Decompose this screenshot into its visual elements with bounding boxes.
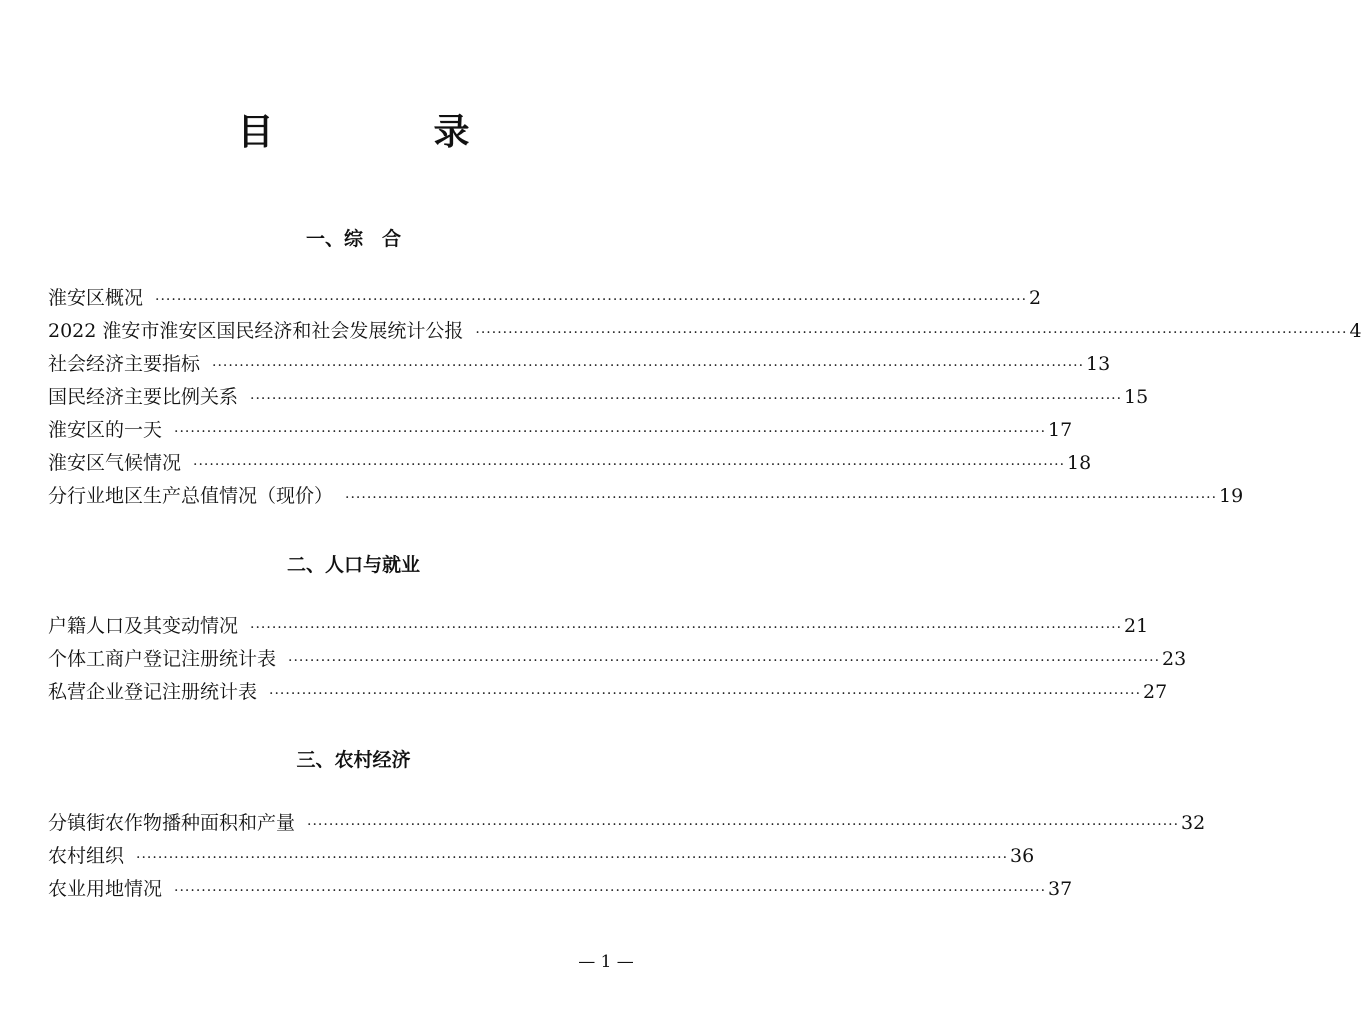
toc-entry-page: 19 xyxy=(1219,485,1244,507)
toc-entry-title: 分行业地区生产总值情况（现价） xyxy=(48,485,334,507)
toc-entry-title: 淮安区的一天 xyxy=(48,419,163,441)
page-number: — 1 — xyxy=(578,952,634,972)
toc-entry-page: 27 xyxy=(1143,681,1168,703)
toc-entry-page: 18 xyxy=(1067,452,1092,474)
toc-entry-page: 15 xyxy=(1124,386,1149,408)
toc-entry-page: 13 xyxy=(1086,353,1111,375)
dot-leader: ································································································································································ xyxy=(345,490,1218,506)
toc-entry-page: 32 xyxy=(1181,812,1206,834)
toc-entry[interactable] xyxy=(48,811,1206,844)
toc-entry-title: 分镇街农作物播种面积和产量 xyxy=(48,812,296,834)
toc-entry[interactable] xyxy=(48,418,1073,451)
toc-list-section-2 xyxy=(48,614,1187,713)
toc-entry-title: 户籍人口及其变动情况 xyxy=(48,615,239,637)
toc-entry[interactable] xyxy=(48,844,1035,877)
toc-entry-page: 36 xyxy=(1010,845,1035,867)
toc-list-section-1 xyxy=(48,286,1362,517)
toc-entry-page: 4 xyxy=(1349,320,1362,342)
dot-leader: ································································································································································ xyxy=(155,292,1028,308)
toc-entry[interactable] xyxy=(48,385,1149,418)
section-heading-1: 一、综 合 xyxy=(305,228,401,250)
toc-entry-title: 农村组织 xyxy=(48,845,125,867)
dot-leader: ································································································································································ xyxy=(193,457,1066,473)
toc-entry[interactable] xyxy=(48,647,1187,680)
dot-leader: ································································································································································ xyxy=(174,883,1047,899)
page-title: 目 录 xyxy=(237,111,532,153)
dot-leader: ································································································································································ xyxy=(250,391,1123,407)
dot-leader: ································································································································································ xyxy=(288,653,1161,669)
toc-entry-title: 私营企业登记注册统计表 xyxy=(48,681,258,703)
dot-leader: ································································································································································ xyxy=(475,325,1348,341)
toc-entry[interactable] xyxy=(48,484,1244,517)
dot-leader: ································································································································································ xyxy=(212,358,1085,374)
toc-entry[interactable] xyxy=(48,877,1073,910)
dot-leader: ································································································································································ xyxy=(136,850,1009,866)
dot-leader: ································································································································································ xyxy=(269,686,1142,702)
section-heading-2: 二、人口与就业 xyxy=(286,554,420,576)
toc-entry-title: 农业用地情况 xyxy=(48,878,163,900)
toc-entry-title: 个体工商户登记注册统计表 xyxy=(48,648,277,670)
toc-entry-page: 23 xyxy=(1162,648,1187,670)
dot-leader: ································································································································································ xyxy=(174,424,1047,440)
toc-list-section-3 xyxy=(48,811,1206,910)
toc-entry[interactable] xyxy=(48,451,1092,484)
dot-leader: ································································································································································ xyxy=(307,817,1180,833)
toc-entry[interactable] xyxy=(48,286,1042,319)
toc-entry[interactable] xyxy=(48,680,1168,713)
toc-entry[interactable] xyxy=(48,319,1362,352)
toc-entry-title: 淮安区气候情况 xyxy=(48,452,182,474)
toc-entry[interactable] xyxy=(48,614,1149,647)
toc-entry-page: 17 xyxy=(1048,419,1073,441)
toc-entry-page: 37 xyxy=(1048,878,1073,900)
toc-entry-page: 2 xyxy=(1029,287,1042,309)
toc-entry-title: 社会经济主要指标 xyxy=(48,353,201,375)
toc-entry-title: 国民经济主要比例关系 xyxy=(48,386,239,408)
toc-entry-title: 2022 淮安市淮安区国民经济和社会发展统计公报 xyxy=(48,320,464,342)
toc-entry[interactable] xyxy=(48,352,1111,385)
toc-entry-page: 21 xyxy=(1124,615,1149,637)
dot-leader: ································································································································································ xyxy=(250,620,1123,636)
toc-entry-title: 淮安区概况 xyxy=(48,287,144,309)
section-heading-3: 三、农村经济 xyxy=(296,749,411,771)
